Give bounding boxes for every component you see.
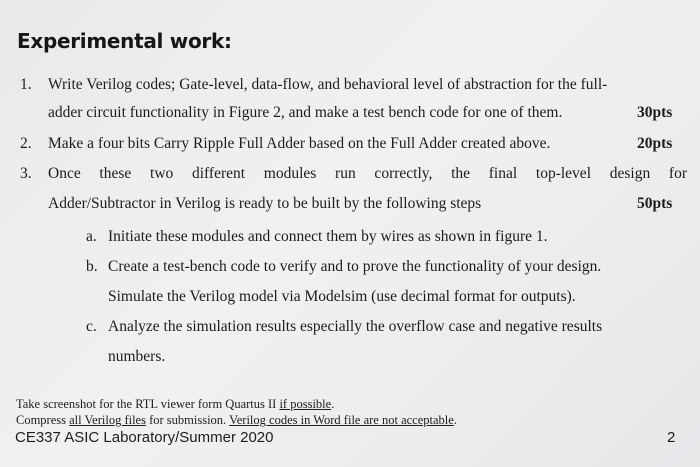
item-text-line: Once these two different modules run correctly, the final top-level design for	[48, 165, 687, 182]
item-text-line: Write Verilog codes; Gate-level, data-flow, and behavioral level of abstraction for the full-	[48, 76, 608, 93]
item-number: 1.	[20, 76, 32, 93]
points-label: 30pts	[637, 104, 673, 121]
footer-note-screenshot	[16, 397, 334, 412]
points-label: 50pts	[637, 195, 673, 212]
footer-text: .	[453, 413, 457, 427]
points-label: 20pts	[637, 135, 673, 152]
item-text-line: Make a four bits Carry Ripple Full Adder based on the Full Adder created above.	[48, 135, 551, 152]
sub-item-text-line: Analyze the simulation results especially the overflow case and negative results	[108, 318, 603, 335]
item-text-line: adder circuit functionality in Figure 2, and make a test bench code for one of them.	[48, 104, 563, 121]
footer-underlined-text: if possible	[279, 397, 332, 411]
section-heading: Experimental work:	[17, 29, 232, 53]
footer-text: .	[331, 397, 335, 411]
item-text-line: Adder/Subtractor in Verilog is ready to be built by the following steps	[48, 195, 482, 212]
item-number: 3.	[20, 165, 32, 182]
sub-item-text-line: numbers.	[108, 348, 166, 365]
page-number: 2	[667, 429, 676, 446]
footer-text: Take screenshot for the RTL viewer form Quartus II	[16, 397, 280, 411]
sub-item-text-line: Initiate these modules and connect them by wires as shown in figure 1.	[108, 228, 548, 245]
sub-item-letter: a.	[86, 228, 97, 245]
sub-item-text-line: Create a test-bench code to verify and to prove the functionality of your design.	[108, 258, 602, 275]
footer-underlined-text: Verilog codes in Word file are not acceptable	[229, 413, 454, 427]
footer-text: for submission.	[145, 413, 230, 427]
course-label: CE337 ASIC Laboratory/Summer 2020	[15, 429, 274, 446]
footer-underlined-text: all Verilog files	[69, 413, 146, 427]
footer-note-compress	[16, 413, 457, 428]
sub-item-text-line: Simulate the Verilog model via Modelsim (use decimal format for outputs).	[108, 288, 576, 305]
sub-item-letter: b.	[86, 258, 98, 275]
item-number: 2.	[20, 135, 32, 152]
footer-text: Compress	[16, 413, 70, 427]
sub-item-letter: c.	[86, 318, 97, 335]
